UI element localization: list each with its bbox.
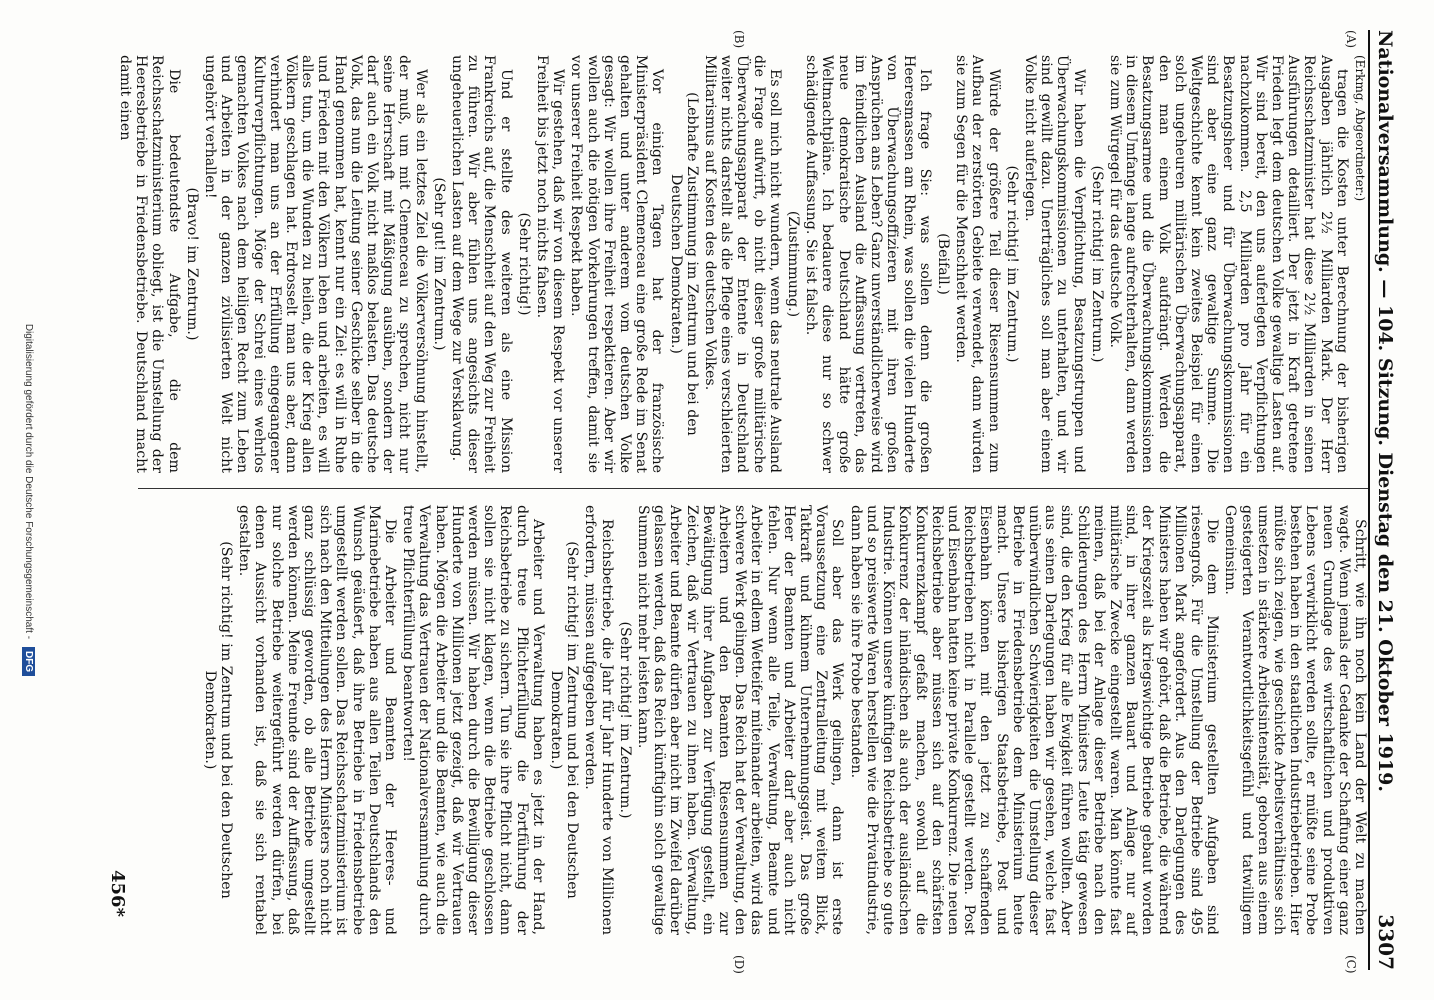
paragraph: Wir haben die Verpflichtung, Besatzungstruppen und Überwachungskommissionen zu unterhalten, und wir sind gewillt dazu. Unerträgliches soll man aber einem Volke nicht auferlegen. (1021, 55, 1087, 473)
interjection: (Bravo! im Zentrum.) (183, 187, 200, 341)
paragraph: Schritt, wie ihn noch kein Land der Welt zu machen wagte. Wenn jemals der Gedanke der Schaffung einer ganz neuen Grundlage des wirtschaftlichen und produktiven Lebens verwirklicht werden sollte, er müßte seine Probe bestehen haben in den staatlichen Industriebetrieben. Hier müßte sich zeigen, wie geschickte Arbeitsverhältnisse sich umsetzen in stärkere Arbeitsintensität, geboren aus einem gesteigerten Verantwortlichkeitsgefühl und tatwilligem Gemeinsinn. (1222, 505, 1368, 935)
column-divider (138, 488, 1368, 489)
paragraph: Vor einigen Tagen hat der französische Ministerpräsident Clemenceau eine große Rede im Senat gehalten und unter anderem vom deutschen Volke gesagt: Wir wollen ihre Freiheit respektieren. Aber wir wollen auch die nötigen Vorkehrungen treffen, damit sie vor unserer Freiheit Respekt haben. (568, 55, 666, 473)
paragraph: Ich frage Sie: was sollen denn die großen Heeresmassen am Rhein, was sollen die vielen Hunderte von Überwachungsoffizieren mit ihren großen Ansprüchen ans Leben? Ganz unverständlicherweise wird im feindlichen Ausland die Auffassung vertreten, das neue demokratische Deutschland hätte große Weltmachtpläne. Ich bedauere diese nur so schwer schädigende Auffassung. Sie ist falsch. (803, 55, 933, 473)
margin-marker-b: (B) (732, 30, 746, 49)
interjection: (Lebhafte Zustimmung im Zentrum und bei den Deutschen Demokraten.) (667, 92, 700, 436)
header-title: Nationalversammlung. — 104. Sitzung. Dienstag den 21. Oktober 1919. (1374, 30, 1396, 792)
page-header (1368, 30, 1414, 970)
paragraph: Wer als ein letztes Ziel die Völkerversöhnung hinstellt, der muß, um mit Clemenceau zu sprechen, nicht nur seine Herrschaft mit Mäßigung ausüben, sondern der darf auch ein Volk nicht maßlos belasten. Das deutsche Volk, das nun die Leitung seiner Geschicke selber in die Hand genommen hat, kennt nur ein Ziel: es will in Ruhe und Frieden mit den Völkern leben und arbeiten, es will alles tun, um die Wunden zu heilen, die der Krieg allen Völkern geschlagen hat. Erdrosselt man uns aber, dann verhindert man uns an der Erfüllung eingegangener Kulturverpflichtungen. Möge der Schrei eines wehrlos gemachten Volkes nach dem heiligen Recht zum Leben und Arbeiten in der ganzen zivilisierten Welt nicht ungehört verhallen! (201, 55, 429, 473)
left-column (116, 55, 1368, 473)
paragraph: tragen die Kosten unter Berechnung der bisherigen Ausgaben jährlich 2½ Milliarden Mark. Der Herr Reichsschatzminister hat diese 2½ Milliarden in seinen Ausführungen detailliert. Der jetzt in Kraft getretene Frieden legt dem deutschen Volke gewaltige Lasten auf. Wir sind bereit, den uns auferlegten Verpflichtungen nachzukommen. 2,5 Milliarden pro Jahr für ein Besatzungsheer und für Überwachungskommissionen sind aber eine ganz gewaltige Summe. Die Weltgeschichte kennt kein zweites Beispiel für einen solch ungeheuren militärischen Überwachungsapparat, den man einem Volk aufdrängt. Werden die Besatzungsarmee und die Überwachungskommissionen in diesem Umfange lange aufrechterhalten, dann werden sie zum Würgegel für das deutsche Volk. (1106, 55, 1350, 473)
right-paragraphs (202, 505, 1368, 935)
margin-marker-c: (C) (1344, 955, 1358, 974)
right-column (138, 505, 1368, 935)
interjection: (Sehr richtig! im Zentrum.) (616, 621, 633, 819)
left-paragraphs (117, 55, 1350, 473)
paragraph: Die bedeutendste Aufgabe, die dem Reichsschatzministerium obliegt, ist die Umstellung der Heeresbetriebe in Friedensbetriebe. Deutschland macht damit einen (116, 55, 182, 473)
interjection: (Sehr richtig! im Zentrum und bei den Deutschen Demokraten.) (201, 541, 234, 899)
credit-text: Digitalisierung gefördert durch die Deutsche Forschungsgemeinschaft - (23, 323, 35, 640)
interjection: (Beifall.) (934, 233, 951, 295)
paragraph: Arbeiter und Verwaltung haben es jetzt in der Hand, durch treue Pflichterfüllung die Fortführung der Reichsbetriebe zu sichern. Tun sie ihre Pflicht nicht, dann sollen sie nicht klagen, wenn die Betriebe geschlossen werden müssen. Wir haben durch die Bewilligung dieser Hunderte von Millionen jetzt gezeigt, daß wir Vertrauen haben. Mögen die Arbeiter und die Beamten, wie auch die Verwaltung das Vertrauen der Nationalversammlung durch treue Pflichterfüllung beantworten! (400, 505, 546, 935)
margin-marker-a: (A) (1344, 30, 1358, 49)
page-marker: 456* (107, 870, 128, 917)
digitization-credit (4, 0, 54, 1000)
paragraph: Wir gestehen, daß wir von diesem Respekt vor unserer Freiheit bis jetzt noch nichts fahsen. (534, 55, 567, 473)
page-number: 3307 (1374, 914, 1398, 970)
interjection: (Zustimmung.) (785, 210, 802, 318)
interjection: (Sehr gut! im Zentrum.) (430, 177, 447, 351)
paragraph: Würde der größere Teil dieser Riesensummen zum Aufbau der zerstörten Gebiete verwendet, dann würden sie zum Segen für die Menschheit werden. (953, 55, 1002, 473)
interjection: (Sehr richtig! im Zentrum.) (1003, 165, 1020, 363)
dfg-logo: DFG (23, 647, 36, 676)
paragraph: Die Arbeiter und Beamten der Heeres- und Marinebetriebe haben aus allen Teilen Deutschlands den Wunsch geäußert, daß ihre Betriebe in Friedensbetriebe umgestellt werden sollen. Das Reichsschatzministerium ist sich nach den Mitteilungen des Herrn Ministers noch nicht ganz schlüssig geworden, ob alle Betriebe umgestellt werden können. Meine Freunde sind der Auffassung, daß nur solche Betriebe weitergeführt werden dürfen, bei denen Aussicht vorhanden ist, daß sie sich rentabel gestalten. (236, 505, 399, 935)
interjection: (Sehr richtig!) (515, 212, 532, 316)
margin-marker-d: (D) (732, 955, 746, 974)
interjection: (Sehr richtig! im Zentrum.) (1088, 165, 1105, 363)
paragraph: Reichsbetriebe, die Jahr für Jahr Hunderte von Millionen erfordern, müssen aufgegeben werden. (582, 505, 615, 935)
speaker-note: (Erkmg, Abgeordneter:) (1353, 55, 1367, 202)
interjection: (Sehr richtig! im Zentrum und bei den Deutschen Demokraten.) (548, 541, 581, 899)
paragraph: Es soll mich nicht wundern, wenn das neutrale Ausland die Frage aufwirft, ob nicht dieser große militärische Überwachungsapparat der Entente in Deutschland weiter nichts darstellt als die Pflege eines verschleierten Militarismus auf Kosten des deutschen Volkes. (702, 55, 783, 473)
paragraph: Und er stellte des weiteren als eine Mission Frankreichs auf, die Menschheit auf den Weg zur Freiheit zu führen. Wir aber fühlen uns angesichts dieser ungeheuerlichen Lasten auf dem Wege zur Versklavung. (449, 55, 514, 473)
paragraph: Soll aber das Werk gelingen, dann ist erste Voraussetzung eine Zentralleitung mit weitem Blick, Tatkraft und kühnem Unternehmungsgeist. Das große Heer der Beamten und Arbeiter darf aber auch nicht fehlen. Nur wenn alle Teile, Verwaltung, Beamte und Arbeiter in edlem Wetteifer miteinander arbeiten, wird das schwere Werk gelingen. Das Reich hat der Verwaltung, den Arbeitern und den Beamten Riesensummen zur Bewältigung ihrer Aufgaben zur Verfügung gestellt, ein Zeichen, daß wir Vertrauen zu ihnen haben. Verwaltung, Arbeiter und Beamte dürfen aber nicht im Zweifel darüber gelassen werden, daß das Reich künftighin solch gewaltige Summen nicht mehr leisten kann. (635, 505, 846, 935)
paragraph: Die dem Ministerium gestellten Aufgaben sind riesengroß. Für die Umstellung der Betriebe sind 495 Millionen Mark angefordert. Aus den Darlegungen des Ministers haben wir gehört, daß die Betriebe, die während der Kriegszeit als kriegswichtige Betriebe gebaut worden sind, in ihrer ganzen Bauart und Anlage nur auf militärische Zwecke eingestellt waren. Man könnte fast meinen, daß bei der Anlage dieser Betriebe nach den Schilderungen des Herrn Ministers Leute tätig gewesen sind, die den Krieg für alle Ewigkeit führen wollten. Aber aus seinen Darlegungen haben wir gesehen, welche fast unüberwindlichen Schwierigkeiten die Umstellung dieser Betriebe in Friedensbetriebe dem Ministerium heute macht. Unsere bisherigen Staatsbetriebe, Post und Eisenbahn können mit den jetzt zu schaffenden Reichsbetrieben nicht in Parallele gestellt werden. Post und Eisenbahn hatten keine private Konkurrenz. Die neuen Reichsbetriebe aber müssen sich auf den schärfsten Konkurrenzkampf gefaßt machen, sowohl auf die Konkurrenz der inländischen als auch der ausländischen Industrie. Können unsere künftigen Reichsbetriebe so gute und so preiswerte Waren herstellen wie die Privatindustrie, dann haben sie ihre Probe bestanden. (847, 505, 1221, 935)
